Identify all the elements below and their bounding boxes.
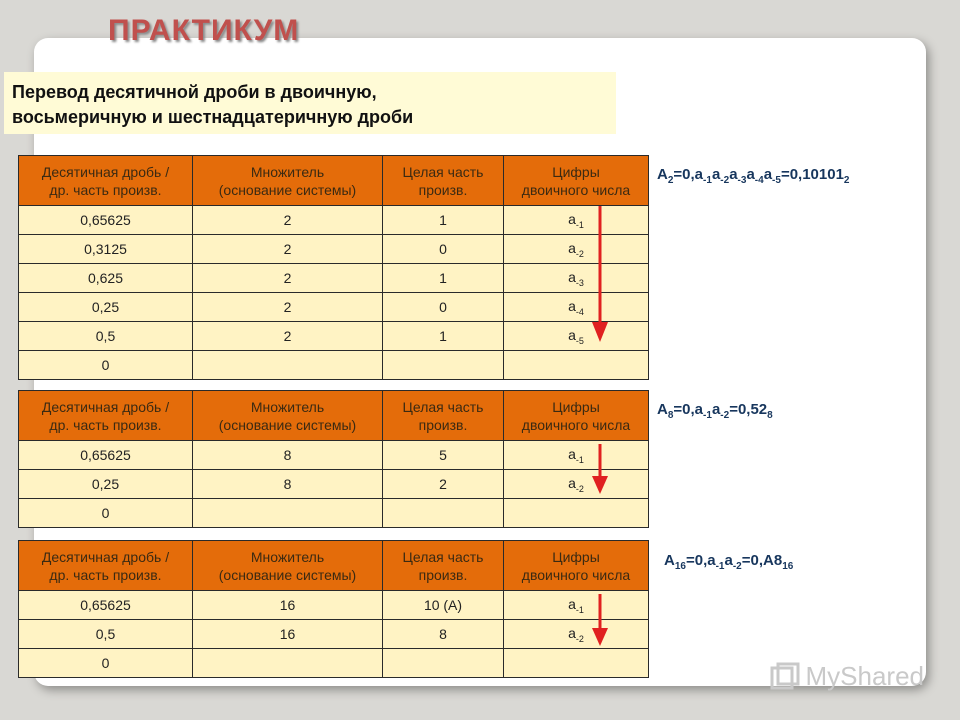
table-row xyxy=(19,499,649,528)
cell-digit xyxy=(504,591,649,620)
digit-index: -4 xyxy=(575,306,584,317)
cell-digit xyxy=(504,264,649,293)
digit-letter: a xyxy=(568,326,576,343)
table-header-row xyxy=(19,541,649,591)
cell-digit xyxy=(504,351,649,380)
header-digits: Цифры двоичного числа xyxy=(504,156,649,206)
cell-integer-part: 5 xyxy=(383,441,504,470)
digit-index: -2 xyxy=(575,633,584,644)
table-row xyxy=(19,470,649,499)
octal-formula: $A_8=0,a_{-1}a_{-2}=0,52_8$ xyxy=(657,401,773,421)
digit-letter: a xyxy=(568,445,576,462)
cell-digit xyxy=(504,293,649,322)
table-row xyxy=(19,351,649,380)
cell-digit xyxy=(504,206,649,235)
cell-integer-part xyxy=(383,649,504,678)
cell-fraction: 0 xyxy=(19,499,193,528)
cell-multiplier: 16 xyxy=(193,591,383,620)
header-digits: Цифры двоичного числа xyxy=(504,541,649,591)
table-header-row xyxy=(19,156,649,206)
binary-table xyxy=(18,155,649,380)
header-multiplier: Множитель (основание системы) xyxy=(193,541,383,591)
table-row xyxy=(19,206,649,235)
binary-formula: $A_2=0,a_{-1}a_{-2}a_{-3}a_{-4}a_{-5}=0,10101_2$ xyxy=(657,166,850,186)
header-integer-part: Целая часть произв. xyxy=(383,541,504,591)
cell-digit xyxy=(504,620,649,649)
digit-letter: a xyxy=(568,624,576,641)
table-row xyxy=(19,441,649,470)
table-row xyxy=(19,235,649,264)
digit-index: -1 xyxy=(575,219,584,230)
digit-letter: a xyxy=(568,297,576,314)
cell-fraction: 0,3125 xyxy=(19,235,193,264)
octal-table xyxy=(18,390,649,528)
header-integer-part: Целая часть произв. xyxy=(383,156,504,206)
header-fraction: Десятичная дробь / др. часть произв. xyxy=(19,541,193,591)
subtitle-line-2: восьмеричную и шестнадцатеричную дроби xyxy=(12,107,414,127)
cell-digit xyxy=(504,441,649,470)
cell-integer-part: 1 xyxy=(383,264,504,293)
cell-integer-part: 10 (A) xyxy=(383,591,504,620)
header-multiplier: Множитель (основание системы) xyxy=(193,156,383,206)
cell-integer-part: 0 xyxy=(383,235,504,264)
header-fraction: Десятичная дробь / др. часть произв. xyxy=(19,391,193,441)
cell-integer-part xyxy=(383,499,504,528)
cell-multiplier: 2 xyxy=(193,293,383,322)
cell-fraction: 0 xyxy=(19,649,193,678)
table-header-row xyxy=(19,391,649,441)
digit-index: -5 xyxy=(575,335,584,346)
down-arrow-icon xyxy=(590,442,610,496)
watermark xyxy=(770,661,925,692)
cell-fraction: 0,25 xyxy=(19,470,193,499)
cell-integer-part: 1 xyxy=(383,322,504,351)
cell-multiplier: 2 xyxy=(193,322,383,351)
header-multiplier: Множитель (основание системы) xyxy=(193,391,383,441)
cell-integer-part: 1 xyxy=(383,206,504,235)
table-row xyxy=(19,264,649,293)
table-row xyxy=(19,591,649,620)
cell-fraction: 0,5 xyxy=(19,322,193,351)
cell-integer-part xyxy=(383,351,504,380)
cell-integer-part: 8 xyxy=(383,620,504,649)
hex-table xyxy=(18,540,649,678)
digit-letter: a xyxy=(568,239,576,256)
cell-multiplier xyxy=(193,649,383,678)
cell-fraction: 0,625 xyxy=(19,264,193,293)
digit-index: -3 xyxy=(575,277,584,288)
digit-letter: a xyxy=(568,268,576,285)
table-row xyxy=(19,620,649,649)
cell-digit xyxy=(504,235,649,264)
cell-fraction: 0,5 xyxy=(19,620,193,649)
cell-multiplier xyxy=(193,499,383,528)
cell-multiplier: 2 xyxy=(193,206,383,235)
digit-index: -2 xyxy=(575,248,584,259)
digit-letter: a xyxy=(568,595,576,612)
cell-fraction: 0 xyxy=(19,351,193,380)
cell-fraction: 0,25 xyxy=(19,293,193,322)
cell-digit xyxy=(504,649,649,678)
header-digits: Цифры двоичного числа xyxy=(504,391,649,441)
digit-index: -1 xyxy=(575,454,584,465)
header-integer-part: Целая часть произв. xyxy=(383,391,504,441)
subtitle-line-1: Перевод десятичной дроби в двоичную, xyxy=(12,82,377,102)
cell-multiplier: 2 xyxy=(193,264,383,293)
cell-multiplier: 2 xyxy=(193,235,383,264)
cell-fraction: 0,65625 xyxy=(19,206,193,235)
cell-multiplier xyxy=(193,351,383,380)
cell-digit xyxy=(504,322,649,351)
table-row xyxy=(19,322,649,351)
digit-letter: a xyxy=(568,210,576,227)
subtitle-box xyxy=(4,72,616,134)
table-row xyxy=(19,293,649,322)
cell-multiplier: 16 xyxy=(193,620,383,649)
digit-letter: a xyxy=(568,474,576,491)
page-title: ПРАКТИКУМ xyxy=(108,14,300,47)
digit-index: -2 xyxy=(575,483,584,494)
cell-digit xyxy=(504,470,649,499)
table-row xyxy=(19,649,649,678)
down-arrow-icon xyxy=(590,592,610,648)
cell-integer-part: 2 xyxy=(383,470,504,499)
down-arrow-icon xyxy=(590,204,610,344)
cell-fraction: 0,65625 xyxy=(19,441,193,470)
cell-fraction: 0,65625 xyxy=(19,591,193,620)
cell-multiplier: 8 xyxy=(193,441,383,470)
digit-index: -1 xyxy=(575,604,584,615)
cell-digit xyxy=(504,499,649,528)
header-fraction: Десятичная дробь / др. часть произв. xyxy=(19,156,193,206)
watermark-text: MyShared xyxy=(805,661,924,691)
logo-icon xyxy=(770,662,800,692)
cell-integer-part: 0 xyxy=(383,293,504,322)
hex-formula: $A_{16}=0,a_{-1}a_{-2}=0,A8_{16}$ xyxy=(664,552,794,572)
cell-multiplier: 8 xyxy=(193,470,383,499)
